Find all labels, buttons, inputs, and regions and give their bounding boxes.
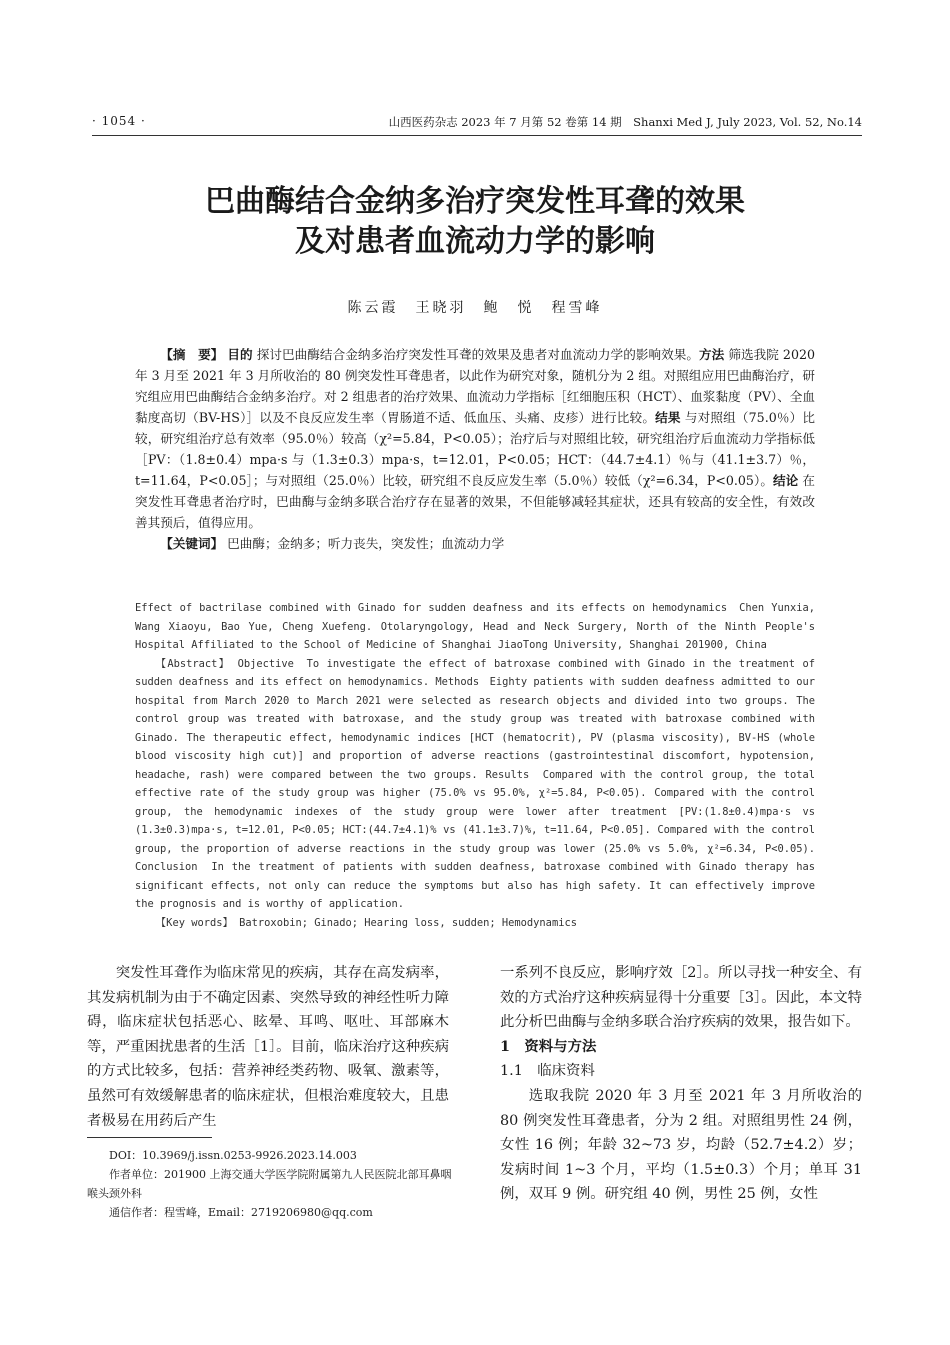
english-abstract-body: Objective To investigate the effect of batroxase combined with Ginado in the treatment of sudden deafness and its effect on hemodynamics. Methods Eighty patients with sudden deafness admitted to our hospital from March 2020 to March 2021 were selected as research objects and divided into two groups. The control group was treated with batroxase, and the study group was treated with batroxase combined with Ginado. The therapeutic effect, hemodynamic indices [HCT (hematocrit), PV (plasma viscosity), BV-HS (whole blood viscosity high cut)] and proportion of adverse reactions (gastrointestinal discomfort, hypotension, headache, rash) were compared between the two groups. Results Compared with the control group, the total effective rate of the study group was higher (75.0% vs 95.0%, χ²=5.84, P<0.05). Compared with the control group, the hemodynamic indexes of the study group were lower after treatment [PV:(1.8±0.4)mpa·s vs (1.3±0.3)mpa·s, t=12.01, P<0.05; HCT:(44.7±4.1)% vs (41.1±3.7)%, t=11.64, P<0.05]. Compared with the control group, the proportion of adverse reactions in the study group was lower (25.0% vs 5.0%, χ²=6.34, P<0.05). Conclusion In the treatment of patients with sudden deafness, batroxase combined with Ginado therapy has significant effects, not only can reduce the symptoms but also has high safety. It can effectively improve the prognosis and is worthy of application. (135, 657, 815, 910)
intro-paragraph-right: 一系列不良反应，影响疗效［2］。所以寻找一种安全、有效的方式治疗这种疾病显得十分重要［3］。因此，本文特此分析巴曲酶与金纳多联合治疗疾病的效果，报告如下。 (500, 965, 862, 1031)
footnotes (87, 1146, 457, 1222)
intro-paragraph-left: 突发性耳聋作为临床常见的疾病，其存在高发病率，其发病机制为由于不确定因素、突然导致的神经性听力障碍，临床症状包括恶心、眩晕、耳鸣、呕吐、耳部麻木等，严重困扰患者的生活［1］。目前，临床治疗这种疾病的方式比较多，包括：营养神经类药物、吸氧、激素等，虽然可有效缓解患者的临床症状，但根治难度较大，且患者极易在用药后产生 (87, 965, 449, 1129)
page-number: · 1054 · (92, 114, 146, 128)
author-list: 陈云霞 王晓羽 鲍 悦 程雪峰 (347, 300, 603, 316)
english-keywords-label: 【Key words】 (155, 916, 233, 929)
title-line-2: 及对患者血流动力学的影响 (295, 224, 655, 259)
objective-label: 目的 (227, 347, 253, 362)
conclusion-text: 在突发性耳聋患者治疗时，巴曲酶与金纳多联合治疗存在显著的效果，不但能够减轻其症状，还具有较高的安全性，有效改善其预后，值得应用。 (135, 473, 816, 530)
running-header (92, 112, 862, 134)
body-column-left (87, 961, 449, 1133)
footnote-rule (87, 1137, 212, 1138)
body-column-right (500, 961, 862, 1207)
conclusion-label: 结论 (773, 473, 799, 488)
english-keywords-text: Batroxobin; Ginado; Hearing loss, sudden; Hemodynamics (239, 916, 577, 929)
abstract-label: 【摘 要】 (160, 347, 224, 362)
keywords-text: 巴曲酶；金纳多；听力丧失，突发性；血流动力学 (227, 536, 505, 551)
journal-citation: 山西医药杂志 2023 年 7 月第 52 卷第 14 期 Shanxi Med J, July 2023, Vol. 52, No.14 (388, 115, 862, 129)
chinese-abstract (135, 344, 815, 554)
subsection-heading-1-1: 1.1 临床资料 (500, 1063, 595, 1080)
clinical-data-paragraph: 选取我院 2020 年 3 月至 2021 年 3 月所收治的 80 例突发性耳聋患者，分为 2 组。对照组男性 24 例，女性 16 例；年龄 32~73 岁，均龄（52.7±4.2）岁；发病时间 1~3 个月，平均（1.5±0.3）个月；单耳 31 例，双耳 9 例。研究组 40 例，男性 25 例，女性 (500, 1087, 862, 1203)
keywords-label: 【关键词】 (160, 536, 224, 551)
title-line-1: 巴曲酶结合金纳多治疗突发性耳聋的效果 (205, 184, 745, 219)
doi-line: DOI：10.3969/j.issn.0253-9926.2023.14.003 (109, 1149, 357, 1162)
section-heading-1: 1 资料与方法 (500, 1037, 597, 1055)
correspondence-line: 通信作者：程雪峰，Email：2719206980@qq.com (109, 1206, 373, 1219)
objective-text: 探讨巴曲酶结合金纳多治疗突发性耳聋的效果及患者对血流动力学的影响效果。 (256, 347, 700, 362)
methods-text: 筛选我院 2020 年 3 月至 2021 年 3 月所收治的 80 例突发性耳聋患者，以此作为研究对象，随机分为 2 组。对照组应用巴曲酶治疗，研究组应用巴曲酶结合金纳多治疗。对 2 组患者的治疗效果、血流动力学指标［红细胞压积（HCT）、血浆黏度（PV）、全血黏度高切（BV-HS）］以及不良反应发生率（胃肠道不适、低血压、头痛、皮疹）进行比较。 (135, 347, 815, 425)
article-title (60, 182, 890, 262)
methods-label: 方法 (699, 347, 725, 362)
english-abstract (135, 599, 815, 932)
english-abstract-label: 【Abstract】 (155, 657, 231, 670)
english-title-line: Effect of bactrilase combined with Ginado for sudden deafness and its effects on hemodynamics Chen Yunxia, Wang Xiaoyu, Bao Yue, Cheng Xuefeng. Otolaryngology, Head and Neck Surgery, North of the Ninth People's Hospital Affiliated to the School of Medicine of Shanghai JiaoTong University, Shanghai 201900, China (135, 602, 815, 651)
affiliation-line: 作者单位：201900 上海交通大学医学院附属第九人民医院北部耳鼻咽喉头颈外科 (87, 1168, 452, 1200)
header-rule (92, 135, 862, 136)
results-label: 结果 (655, 410, 681, 425)
results-text: 与对照组（75.0％）比较，研究组治疗总有效率（95.0％）较高（χ²=5.84，P<0.05）；治疗后与对照组比较，研究组治疗后血流动力学指标低［PV：（1.8±0.4）mpa·s 与（1.3±0.3）mpa·s，t=12.01，P<0.05；HCT：（44.7±4.1）％与（41.1±3.7）％，t=11.64，P<0.05］；与对照组（25.0％）比较，研究组不良反应发生率（5.0％）较低（χ²=6.34，P<0.05）。 (135, 410, 816, 488)
